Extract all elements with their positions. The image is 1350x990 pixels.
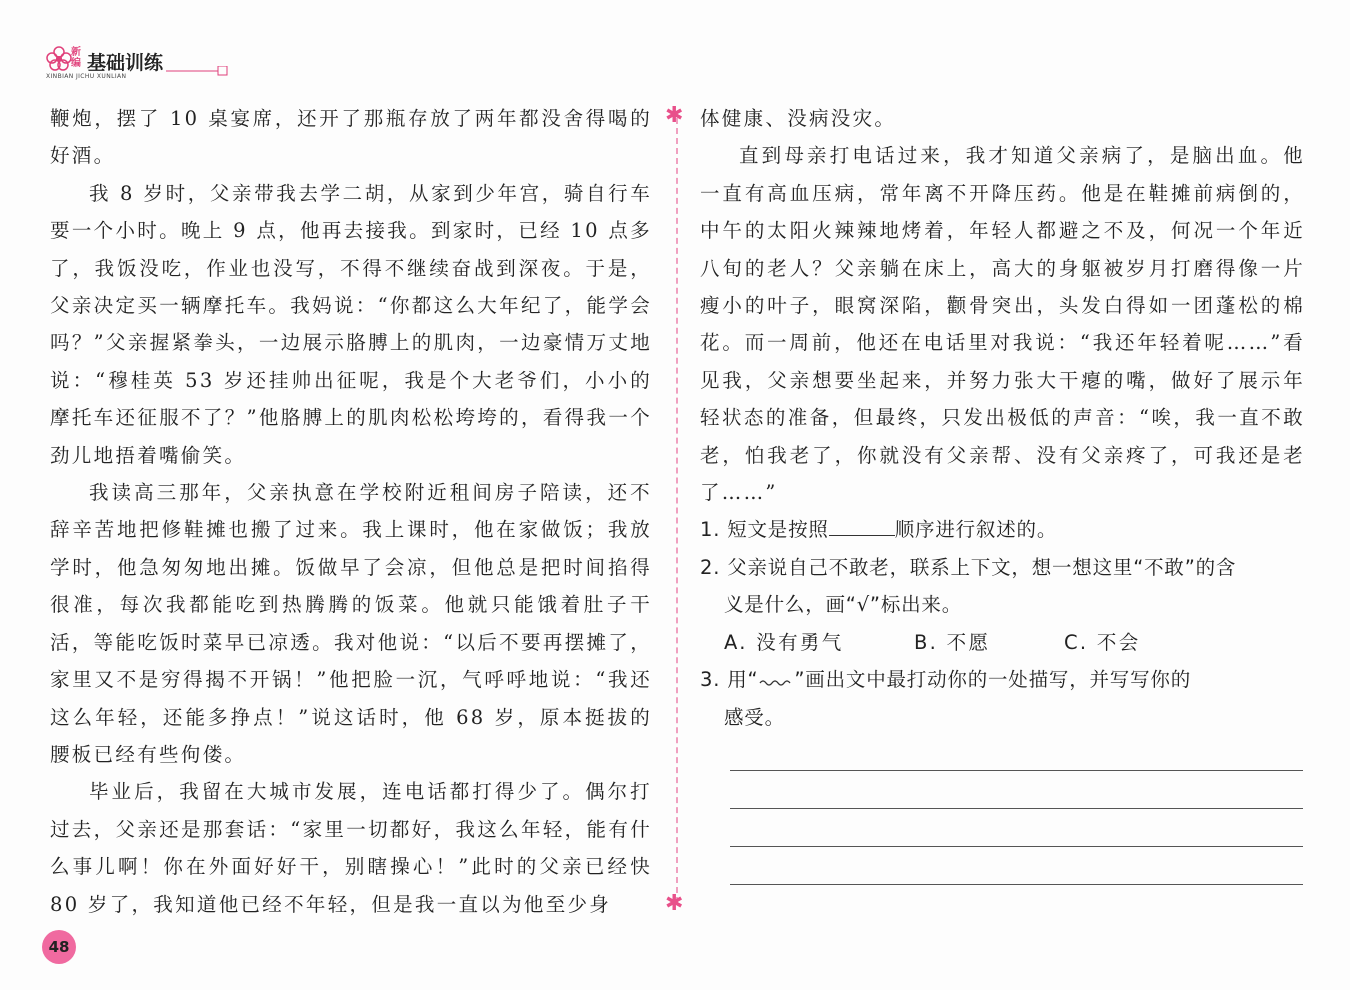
passage-paragraph-3: 我读高三那年，父亲执意在学校附近租间房子陪读，还不辞辛苦地把修鞋摊也搬了过来。我上课时，他在家做饭；我放学时，他急匆匆地出摊。饭做早了会凉，但他总是把时间掐得很准，每次我都能吃到热腾腾的饭菜。他就只能饿着肚子干活，等能吃饭时菜早已凉透。我对他说：“以后不要再摆摊了，家里又不是穷得揭不开锅！”他把脸一沉，气呼呼地说：“我还这么年轻，还能多挣点！”说这话时，他 68 岁，原本挺拔的腰板已经有些佝偻。 <box>50 481 652 766</box>
series-logo <box>46 44 196 80</box>
logo-tag: 新编 <box>71 47 81 69</box>
question-1 <box>700 511 1305 548</box>
option-a[interactable]: A. 没有勇气 <box>724 630 844 654</box>
passage-paragraph-2: 我 8 岁时，父亲带我去学二胡，从家到少年宫，骑自行车要一个小时。晚上 9 点，他再去接我。到家时，已经 10 点多了，我饭没吃，作业也没写，不得不继续奋战到深夜。于是，父亲决定买一辆摩托车。我妈说：“你都这么大年纪了，能学会吗？”父亲握紧拳头，一边展示胳膊上的肌肉，一边豪情万丈地说：“穆桂英 53 岁还挂帅出征呢，我是个大老爷们，小小的摩托车还征服不了？”他胳膊上的肌肉松松垮垮的，看得我一个劲儿地捂着嘴偷笑。 <box>50 181 652 467</box>
passage-paragraph-5: 体健康、没病没灾。 <box>700 107 897 130</box>
passage-paragraph-4: 毕业后，我留在大城市发展，连电话都打得少了。偶尔打过去，父亲还是那套话：“家里一切都好，我这么年轻，能有什么事儿啊！你在外面好好干，别瞎操心！”此时的父亲已经快 80 岁了，我知道他已经不年轻，但是我一直以为他至少身 <box>50 780 652 916</box>
question-2-line-1: 2. 父亲说自己不敢老，联系上下文，想一想这里“不敢”的含 <box>700 555 1237 579</box>
right-column <box>700 100 1305 736</box>
star-icon-top: ✱ <box>665 103 684 128</box>
question-2 <box>700 549 1305 586</box>
question-3 <box>700 661 1305 698</box>
option-b[interactable]: B. 不愿 <box>914 630 991 654</box>
answer-line-4[interactable] <box>730 884 1303 885</box>
question-2-continued <box>700 586 1305 623</box>
logo-title: 基础训练 <box>87 52 164 74</box>
column-divider <box>676 118 678 903</box>
question-1-blank[interactable] <box>829 515 895 536</box>
passage-paragraph-6: 直到母亲打电话过来，我才知道父亲病了，是脑出血。他一直有高血压病，常年离不开降压药。他是在鞋摊前病倒的，中午的太阳火辣辣地烤着，年轻人都避之不及，何况一个年近八旬的老人？父亲躺在床上，高大的身躯被岁月打磨得像一片瘦小的叶子，眼窝深陷，颧骨突出，头发白得如一团蓬松的棉花。而一周前，他还在电话里对我说：“我还年轻着呢……”看见我，父亲想要坐起来，并努力张大干瘪的嘴，做好了展示年轻状态的准备，但最终，只发出极低的声音：“唉，我一直不敢老，怕我老了，你就没有父亲帮、没有父亲疼了，可我还是老了……” <box>700 144 1305 505</box>
wavy-underline-icon <box>758 670 794 686</box>
star-icon-bottom: ✱ <box>665 891 684 916</box>
logo-subtitle: XINBIAN JICHU XUNLIAN <box>46 73 127 80</box>
question-3-text-before: 3. 用“ <box>700 668 759 692</box>
answer-line-3[interactable] <box>730 846 1303 847</box>
question-2-line-2: 义是什么，画“√”标出来。 <box>724 593 963 617</box>
question-3-line-2: 感受。 <box>724 705 785 729</box>
passage-paragraph-1: 鞭炮，摆了 10 桌宴席，还开了那瓶存放了两年都没舍得喝的好酒。 <box>50 107 652 168</box>
answer-line-2[interactable] <box>730 808 1303 809</box>
question-2-options <box>700 624 1305 661</box>
option-c[interactable]: C. 不会 <box>1064 630 1141 654</box>
page-number-badge: 48 <box>42 930 76 964</box>
logo-decoration <box>166 66 228 76</box>
flower-icon <box>46 46 72 72</box>
question-3-text-after: ”画出文中最打动你的一处描写，并写写你的 <box>794 668 1192 692</box>
left-column <box>50 100 652 923</box>
question-1-text-before: 1. 短文是按照 <box>700 518 829 542</box>
answer-line-1[interactable] <box>730 770 1303 771</box>
question-1-text-after: 顺序进行叙述的。 <box>894 518 1058 542</box>
question-3-continued <box>700 699 1305 736</box>
